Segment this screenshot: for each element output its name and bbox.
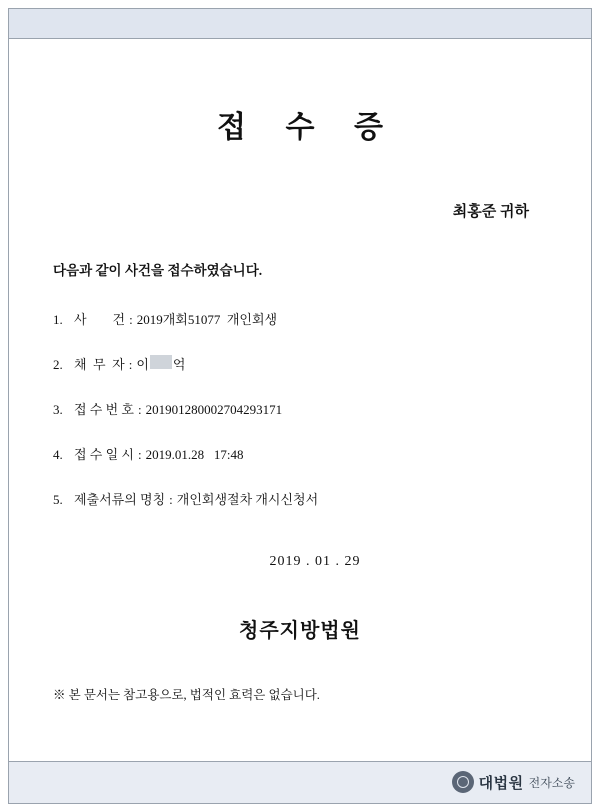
item-separator: : (137, 402, 142, 417)
logo-sub-text: 전자소송 (528, 775, 575, 790)
item-value: 개인회생절차 개시신청서 (176, 492, 319, 507)
item-spacer (63, 357, 74, 373)
logo-main-text: 대법원 (478, 775, 524, 792)
item-spacer (63, 312, 74, 328)
item-label: 접 수 번 호 (74, 402, 134, 417)
item-separator: : (128, 357, 133, 372)
item-label: 접 수 일 시 (74, 447, 134, 462)
item-label: 채 무 자 (74, 357, 125, 372)
list-item (53, 489, 553, 508)
page-title: 접 수 증 (217, 111, 399, 144)
item-number: 4. (53, 447, 63, 462)
item-spacer (63, 402, 74, 418)
document-body (9, 40, 591, 761)
item-separator: : (129, 312, 133, 327)
item-number: 2. (53, 357, 63, 372)
list-item (53, 309, 553, 328)
detail-list (53, 309, 553, 508)
item-number: 5. (53, 492, 63, 507)
item-separator: : (137, 447, 142, 462)
document-frame (8, 8, 592, 804)
court-emblem-icon (452, 771, 474, 793)
header-band (9, 9, 591, 39)
redaction-mask (150, 355, 172, 369)
item-value: 2019.01.28 17:48 (145, 447, 244, 462)
intro-text: 다음과 같이 사건을 접수하였습니다. (53, 263, 263, 278)
recipient-name: 최홍준 귀하 (452, 204, 529, 220)
item-label: 제출서류의 명칭 (74, 492, 166, 507)
item-value-before-mask: 이 (136, 357, 149, 372)
item-value: 2019개회51077 개인회생 (136, 312, 278, 327)
item-number: 3. (53, 402, 63, 417)
issue-date: 2019 . 01 . 29 (269, 554, 361, 569)
item-spacer (63, 447, 74, 463)
item-spacer (63, 492, 74, 508)
legal-notice: ※ 본 문서는 참고용으로, 법적인 효력은 없습니다. (53, 688, 320, 702)
list-item (53, 354, 553, 373)
item-value: 201901280002704293171 (145, 402, 283, 417)
item-number: 1. (53, 312, 63, 327)
item-value-after-mask: 억 (172, 357, 186, 372)
footer-band (9, 761, 591, 803)
list-item (53, 399, 553, 418)
item-separator: : (169, 492, 173, 507)
list-item (53, 444, 553, 463)
item-label: 사 건 (74, 312, 126, 327)
supreme-court-logo (452, 771, 575, 793)
court-name: 청주지방법원 (239, 620, 361, 642)
